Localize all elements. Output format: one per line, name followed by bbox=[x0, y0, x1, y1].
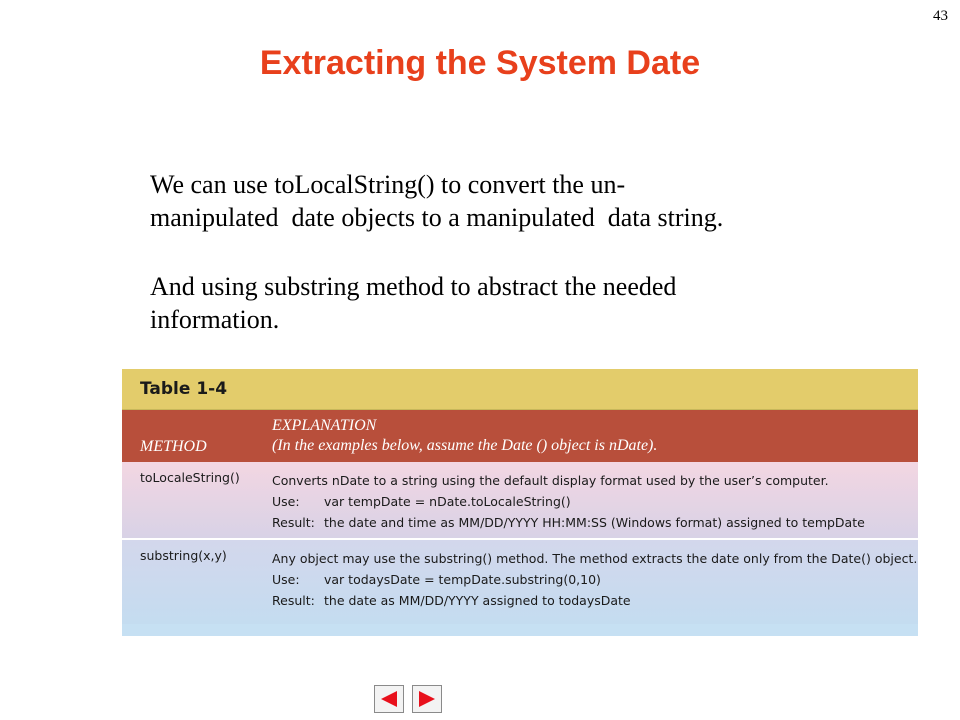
result-value: the date as MM/DD/YYYY assigned to todaysDate bbox=[324, 593, 631, 608]
row-method: substring(x,y) bbox=[140, 548, 227, 563]
row-description: Any object may use the substring() method. The method extracts the date only from the Date() object. bbox=[272, 551, 918, 566]
previous-slide-button[interactable] bbox=[374, 685, 404, 713]
use-value: var todaysDate = tempDate.substring(0,10) bbox=[324, 572, 601, 587]
row-result bbox=[272, 590, 917, 611]
table-footer bbox=[122, 624, 918, 636]
use-label: Use: bbox=[272, 494, 300, 509]
page-number: 43 bbox=[933, 8, 948, 24]
slide-title: Extracting the System Date bbox=[259, 44, 701, 82]
right-arrow-icon bbox=[417, 690, 437, 708]
row-explanation bbox=[272, 470, 865, 533]
result-value: the date and time as MM/DD/YYYY HH:MM:SS (Windows format) assigned to tempDate bbox=[324, 515, 865, 530]
paragraph-2-line-1: And using substring method to abstract the needed bbox=[150, 272, 677, 301]
next-slide-button[interactable] bbox=[412, 685, 442, 713]
slide-navigation bbox=[374, 685, 442, 713]
row-explanation bbox=[272, 548, 917, 611]
paragraph-1-line-1: We can use toLocalString() to convert the un- bbox=[150, 170, 626, 199]
row-use bbox=[272, 491, 865, 512]
paragraph-2-line-2: information. bbox=[150, 305, 280, 334]
table-row bbox=[122, 462, 918, 540]
result-label: Result: bbox=[272, 593, 315, 608]
row-method: toLocaleString() bbox=[140, 470, 240, 485]
row-use bbox=[272, 569, 917, 590]
left-arrow-icon bbox=[379, 690, 399, 708]
header-explanation bbox=[272, 416, 657, 456]
header-method: METHOD bbox=[140, 438, 207, 455]
header-explanation-title: EXPLANATION bbox=[272, 417, 377, 434]
paragraph-2 bbox=[150, 270, 870, 336]
table-row bbox=[122, 540, 918, 624]
result-label: Result: bbox=[272, 515, 315, 530]
table-header bbox=[122, 410, 918, 462]
row-description: Converts nDate to a string using the default display format used by the user’s computer. bbox=[272, 473, 829, 488]
paragraph-1-line-2: manipulated date objects to a manipulated data string. bbox=[150, 203, 724, 232]
method-table bbox=[122, 369, 918, 635]
header-explanation-note: (In the examples below, assume the Date () object is nDate). bbox=[272, 437, 658, 454]
table-caption: Table 1-4 bbox=[122, 369, 918, 410]
use-label: Use: bbox=[272, 572, 300, 587]
row-result bbox=[272, 512, 865, 533]
paragraph-1 bbox=[150, 168, 870, 234]
use-value: var tempDate = nDate.toLocaleString() bbox=[324, 494, 571, 509]
